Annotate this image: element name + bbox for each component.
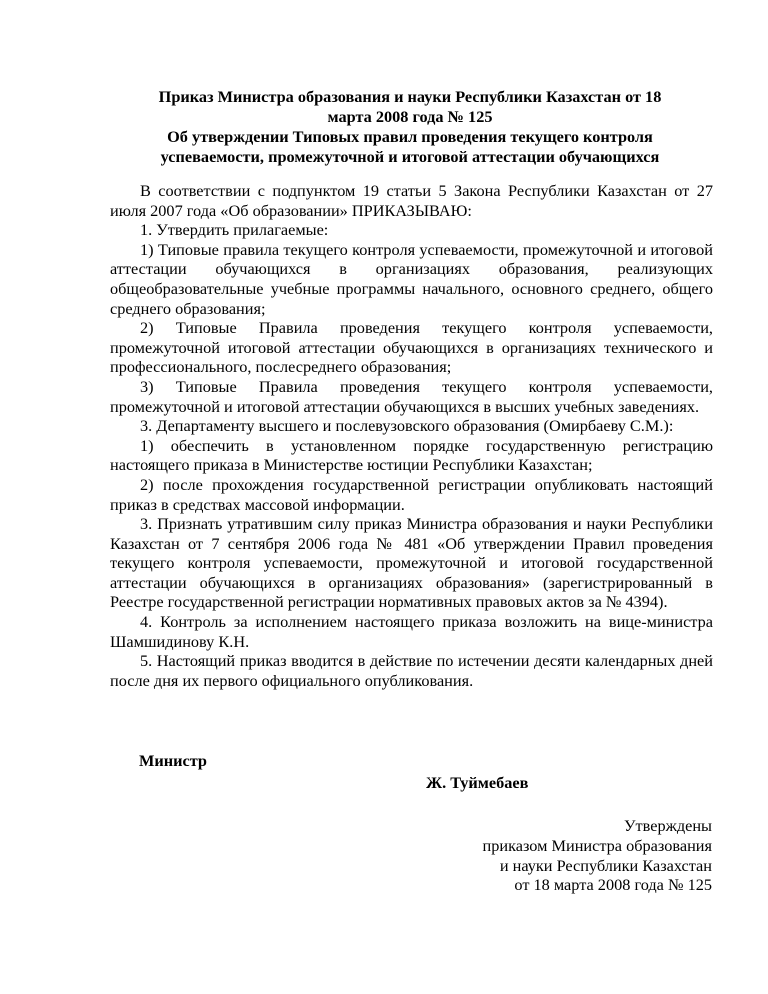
- paragraph-subitem-1-3: 3) Типовые Правила проведения текущего контроля успеваемости, промежуточной и итоговой аттестации обучающихся в высших учебных заведениях.: [110, 376, 713, 416]
- paragraph-item-1: 1. Утвердить прилагаемые:: [140, 220, 329, 240]
- title-line-2: марта 2008 года № 125: [327, 107, 493, 126]
- approval-line-1: Утверждены: [623, 816, 712, 835]
- signature-name: Ж. Туймебаев: [426, 773, 529, 792]
- paragraph-item-3-department: 3. Департаменту высшего и послевузовского образования (Омирбаеву С.М.):: [140, 416, 674, 436]
- paragraph-subitem-1-1: 1) Типовые правила текущего контроля успеваемости, промежуточной и итоговой аттестации обучающихся в организациях образования, реализующих общеобразовательные учебные программы начального, основного среднего, общего среднего образования;: [110, 239, 713, 318]
- paragraph-subitem-3-2: 2) после прохождения государственной регистрации опубликовать настоящий приказ в средствах массовой информации.: [110, 474, 713, 514]
- approval-line-2: приказом Министра образования: [482, 835, 712, 855]
- paragraph-item-5: 5. Настоящий приказ вводится в действие по истечении десяти календарных дней после дня их первого официального опубликования.: [110, 651, 713, 690]
- paragraph-item-4: 4. Контроль за исполнением настоящего приказа возложить на вице-министра Шамшидинову К.Н.: [110, 612, 713, 651]
- title-line-1: Приказ Министра образования и науки Республики Казахстан от 18: [158, 87, 662, 106]
- paragraph-subitem-1-2: 2) Типовые Правила проведения текущего контроля успеваемости, промежуточной итоговой аттестации обучающихся в организациях технического и профессионального, послесреднего образования;: [110, 318, 713, 377]
- approval-line-3: и науки Республики Казахстан: [499, 855, 712, 875]
- approval-block: [483, 816, 712, 895]
- title-line-3: Об утверждении Типовых правил проведения текущего контроля: [167, 127, 653, 146]
- paragraph-preamble: В соответствии с подпунктом 19 статьи 5 Закона Республики Казахстан от 27 июля 2007 года «Об образовании» ПРИКАЗЫВАЮ:: [110, 181, 713, 220]
- signature-position: Министр: [139, 751, 207, 770]
- document-body: [110, 181, 713, 690]
- approval-line-4: от 18 марта 2008 года № 125: [514, 875, 712, 895]
- paragraph-subitem-3-1: 1) обеспечить в установленном порядке государственную регистрацию настоящего приказа в Министерстве юстиции Республики Казахстан;: [110, 435, 713, 475]
- paragraph-item-3-repeal: 3. Признать утратившим силу приказ Министра образования и науки Республики Казахстан от 7 сентября 2006 года № 481 «Об утверждении Правил проведения текущего контроля успеваемости, промежуточной и итоговой государственной аттестации обучающихся в организациях образования» (зарегистрированный в Реестре государственной регистрации нормативных правовых актов за № 4394).: [110, 514, 713, 612]
- title-line-4: успеваемости, промежуточной и итоговой аттестации обучающихся: [160, 147, 660, 166]
- document-title: [100, 87, 720, 167]
